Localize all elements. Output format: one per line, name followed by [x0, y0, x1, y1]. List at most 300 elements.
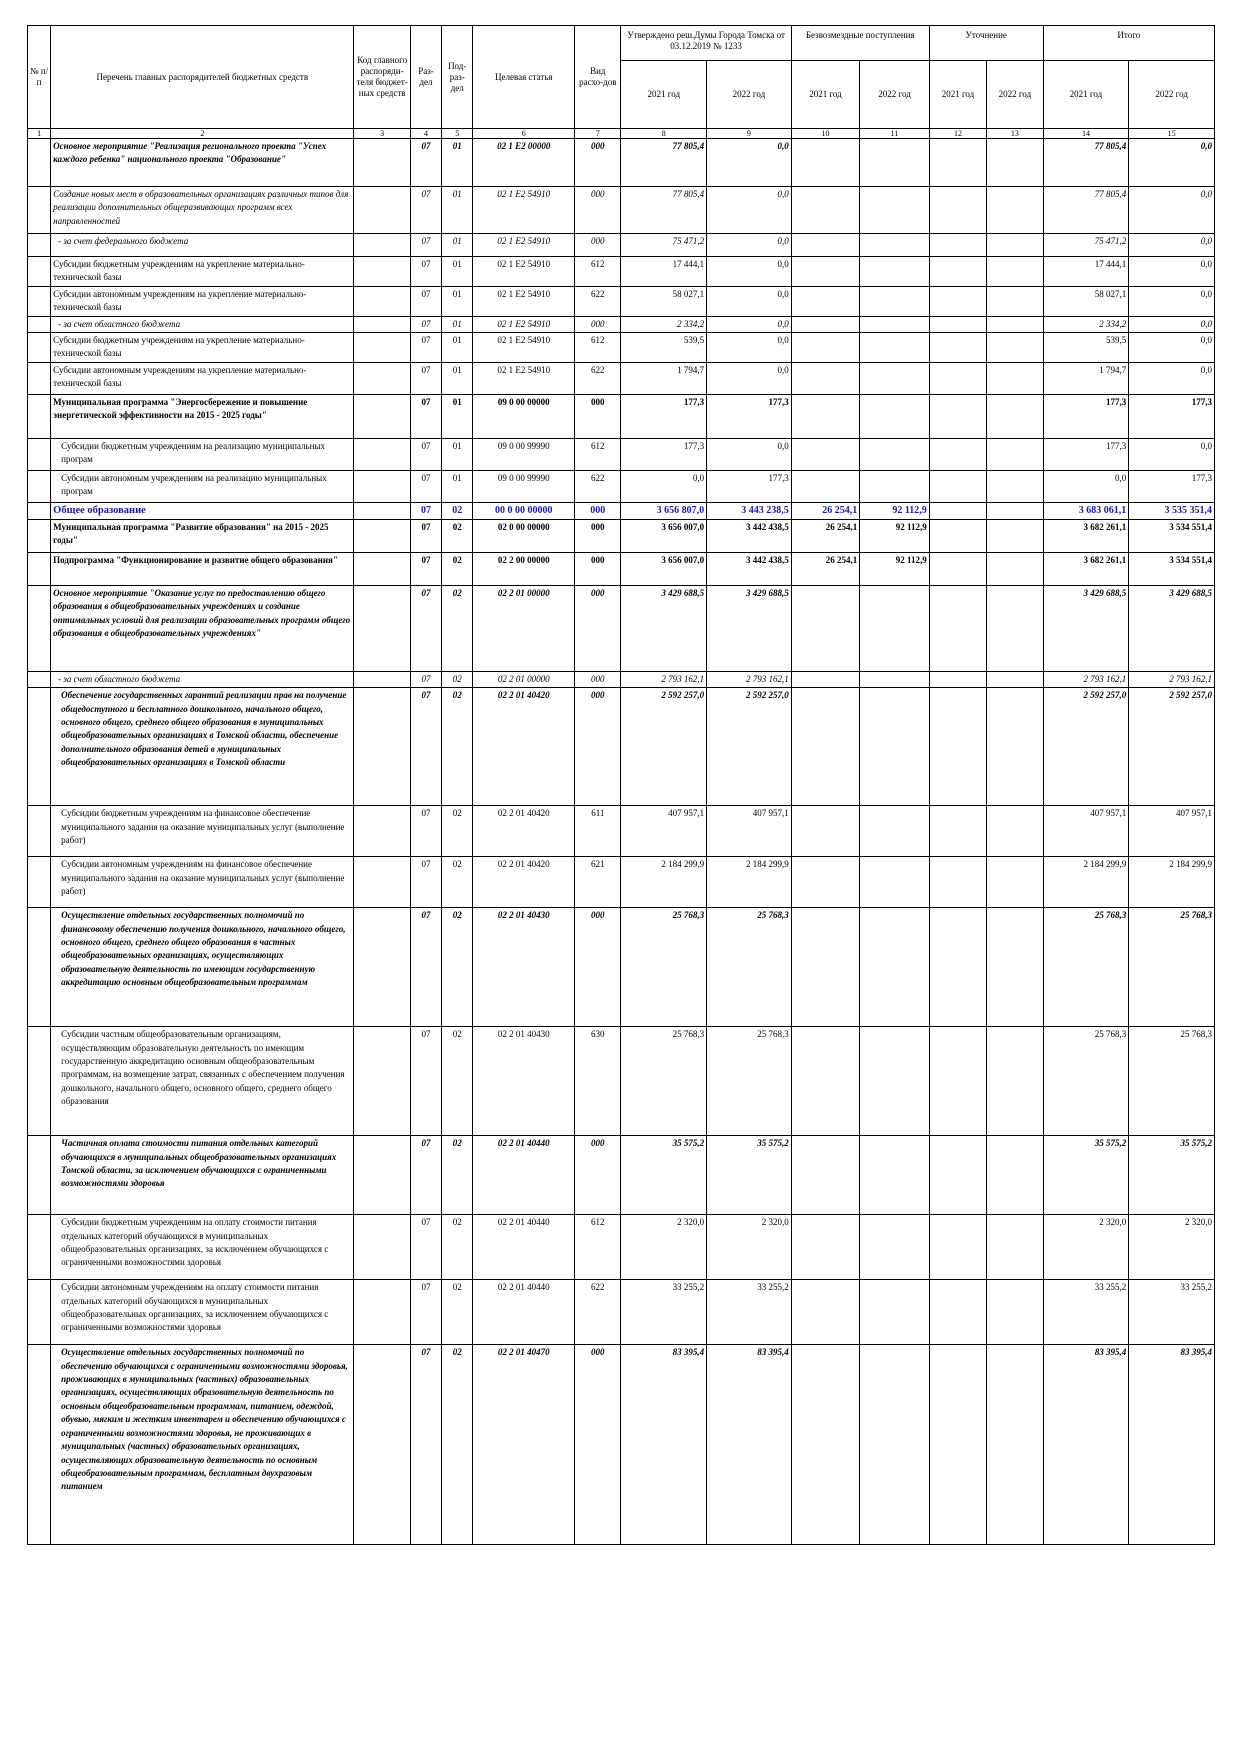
target-cell: 02 1 E2 00000: [473, 139, 575, 187]
gratuitous-2022-cell: [860, 1215, 930, 1280]
total-2022-cell: 25 768,3: [1129, 1027, 1215, 1136]
num-cell: [28, 139, 51, 187]
approved-2021-cell: 407 957,1: [621, 806, 707, 857]
clarification-2021-cell: [929, 552, 986, 585]
table-row: [28, 908, 1215, 1027]
table-row: [28, 1280, 1215, 1345]
name-cell: Субсидии бюджетным учреждениям на реализацию муниципальных програм: [51, 438, 354, 470]
total-2022-cell: 3 534 551,4: [1129, 519, 1215, 552]
table-row: [28, 1345, 1215, 1545]
gratuitous-2021-cell: [791, 139, 860, 187]
gratuitous-2021-cell: [791, 908, 860, 1027]
total-2022-cell: 2 184 299,9: [1129, 857, 1215, 908]
clarification-2022-cell: [987, 1136, 1043, 1215]
table-row: [28, 585, 1215, 671]
clarification-2022-cell: [987, 671, 1043, 687]
num-cell: [28, 502, 51, 519]
name-cell: Осуществление отдельных государственных полномочий по обеспечению обучающихся с ограниченными возможностями здоровья, проживающих в муниципальных (частных) образовательных организациях, осуществляющих образовательную деятельность по основным общеобразовательным программам, питанием, одеждой, обувью, мягким и жестким инвентарем и обеспечению обучающихся с ограниченными возможностями здоровья, не проживающих в муниципальных (частных) образовательных организациях, осуществляющих образовательную деятельность по основным общеобразовательным программам, бесплатным двухразовым питанием: [51, 1345, 354, 1545]
code-cell: [354, 257, 410, 287]
code-cell: [354, 286, 410, 316]
total-2022-cell: 0,0: [1129, 187, 1215, 234]
gratuitous-2021-cell: [791, 585, 860, 671]
clarification-2022-cell: [987, 139, 1043, 187]
subsection-cell: 01: [442, 394, 473, 438]
table-row: [28, 688, 1215, 806]
target-cell: 02 2 01 40470: [473, 1345, 575, 1545]
total-2022-cell: 3 534 551,4: [1129, 552, 1215, 585]
code-cell: [354, 394, 410, 438]
gratuitous-2021-cell: [791, 394, 860, 438]
section-cell: 07: [410, 502, 441, 519]
table-row: [28, 316, 1215, 332]
name-cell: Субсидии автономным учреждениям на укрепление материально-технической базы: [51, 362, 354, 394]
target-cell: 09 0 00 99990: [473, 470, 575, 502]
gratuitous-2022-cell: [860, 187, 930, 234]
total-2022-cell: 0,0: [1129, 139, 1215, 187]
table-row: [28, 519, 1215, 552]
total-2022-cell: 0,0: [1129, 362, 1215, 394]
gratuitous-2021-cell: [791, 234, 860, 257]
gratuitous-2022-cell: [860, 470, 930, 502]
target-cell: 02 2 01 40430: [473, 908, 575, 1027]
code-cell: [354, 671, 410, 687]
gratuitous-2022-cell: [860, 394, 930, 438]
exptype-cell: 000: [575, 187, 621, 234]
table-row: [28, 187, 1215, 234]
num-cell: [28, 671, 51, 687]
total-2022-cell: 35 575,2: [1129, 1136, 1215, 1215]
name-cell: Частичная оплата стоимости питания отдельных категорий обучающихся в муниципальных общеобразовательных организациях Томской области, за исключением обучающихся с ограниченными возможностями здоровья: [51, 1136, 354, 1215]
column-number: 13: [987, 129, 1043, 139]
gratuitous-2022-cell: 92 112,9: [860, 502, 930, 519]
header-clarification: Уточнение: [929, 26, 1043, 61]
gratuitous-2021-cell: 26 254,1: [791, 502, 860, 519]
approved-2022-cell: 0,0: [707, 234, 792, 257]
exptype-cell: 621: [575, 857, 621, 908]
code-cell: [354, 333, 410, 363]
total-2022-cell: 2 320,0: [1129, 1215, 1215, 1280]
clarification-2021-cell: [929, 688, 986, 806]
exptype-cell: 000: [575, 1136, 621, 1215]
target-cell: 02 1 E2 54910: [473, 316, 575, 332]
exptype-cell: 000: [575, 519, 621, 552]
section-cell: 07: [410, 257, 441, 287]
approved-2021-cell: 2 793 162,1: [621, 671, 707, 687]
num-cell: [28, 519, 51, 552]
section-cell: 07: [410, 857, 441, 908]
header-total: Итого: [1043, 26, 1214, 61]
target-cell: 02 2 01 00000: [473, 671, 575, 687]
clarification-2022-cell: [987, 438, 1043, 470]
name-cell: Основное мероприятие "Реализация регионального проекта "Успех каждого ребенка" национального проекта "Образование": [51, 139, 354, 187]
total-2021-cell: 407 957,1: [1043, 806, 1129, 857]
header-year: 2022 год: [707, 61, 792, 129]
total-2021-cell: 33 255,2: [1043, 1280, 1129, 1345]
total-2021-cell: 177,3: [1043, 438, 1129, 470]
gratuitous-2022-cell: [860, 806, 930, 857]
gratuitous-2022-cell: [860, 1136, 930, 1215]
subsection-cell: 01: [442, 316, 473, 332]
name-cell: - за счет федерального бюджета: [51, 234, 354, 257]
total-2021-cell: 2 320,0: [1043, 1215, 1129, 1280]
approved-2022-cell: 0,0: [707, 139, 792, 187]
total-2022-cell: 0,0: [1129, 234, 1215, 257]
total-2021-cell: 3 683 061,1: [1043, 502, 1129, 519]
num-cell: [28, 857, 51, 908]
num-cell: [28, 362, 51, 394]
approved-2021-cell: 77 805,4: [621, 139, 707, 187]
name-cell: Субсидии бюджетным учреждениям на укрепление материально-технической базы: [51, 257, 354, 287]
subsection-cell: 01: [442, 139, 473, 187]
subsection-cell: 02: [442, 806, 473, 857]
name-cell: Субсидии автономным учреждениям на укрепление материально-технической базы: [51, 286, 354, 316]
gratuitous-2022-cell: [860, 908, 930, 1027]
column-number: 3: [354, 129, 410, 139]
subsection-cell: 02: [442, 552, 473, 585]
total-2021-cell: 77 805,4: [1043, 139, 1129, 187]
header-year: 2021 год: [1043, 61, 1129, 129]
num-cell: [28, 1280, 51, 1345]
clarification-2021-cell: [929, 857, 986, 908]
subsection-cell: 01: [442, 362, 473, 394]
section-cell: 07: [410, 908, 441, 1027]
total-2021-cell: 539,5: [1043, 333, 1129, 363]
approved-2021-cell: 83 395,4: [621, 1345, 707, 1545]
approved-2021-cell: 3 656 007,0: [621, 552, 707, 585]
code-cell: [354, 316, 410, 332]
target-cell: 02 2 01 40420: [473, 857, 575, 908]
approved-2021-cell: 58 027,1: [621, 286, 707, 316]
exptype-cell: 622: [575, 470, 621, 502]
column-number: 14: [1043, 129, 1129, 139]
column-number: 12: [929, 129, 986, 139]
gratuitous-2022-cell: [860, 671, 930, 687]
clarification-2021-cell: [929, 139, 986, 187]
subsection-cell: 02: [442, 908, 473, 1027]
gratuitous-2021-cell: [791, 1027, 860, 1136]
name-cell: - за счет областного бюджета: [51, 671, 354, 687]
code-cell: [354, 139, 410, 187]
name-cell: Основное мероприятие "Оказание услуг по предоставлению общего образования в общеобразовательных учреждениях и создание оптимальных условий для реализации образовательных программ общего образования в общеобразовательных учреждениях": [51, 585, 354, 671]
num-cell: [28, 333, 51, 363]
approved-2021-cell: 75 471,2: [621, 234, 707, 257]
total-2021-cell: 35 575,2: [1043, 1136, 1129, 1215]
approved-2022-cell: 33 255,2: [707, 1280, 792, 1345]
subsection-cell: 02: [442, 1136, 473, 1215]
code-cell: [354, 552, 410, 585]
approved-2022-cell: 0,0: [707, 333, 792, 363]
section-cell: 07: [410, 552, 441, 585]
code-cell: [354, 1215, 410, 1280]
clarification-2022-cell: [987, 806, 1043, 857]
section-cell: 07: [410, 1215, 441, 1280]
clarification-2021-cell: [929, 671, 986, 687]
total-2022-cell: 3 429 688,5: [1129, 585, 1215, 671]
subsection-cell: 01: [442, 286, 473, 316]
target-cell: 00 0 00 00000: [473, 502, 575, 519]
target-cell: 02 1 E2 54910: [473, 234, 575, 257]
total-2022-cell: 25 768,3: [1129, 908, 1215, 1027]
section-cell: 07: [410, 286, 441, 316]
clarification-2022-cell: [987, 257, 1043, 287]
total-2021-cell: 0,0: [1043, 470, 1129, 502]
num-cell: [28, 394, 51, 438]
gratuitous-2022-cell: [860, 857, 930, 908]
subsection-cell: 02: [442, 1280, 473, 1345]
table-row: [28, 139, 1215, 187]
gratuitous-2022-cell: [860, 1345, 930, 1545]
exptype-cell: 000: [575, 394, 621, 438]
column-number: 6: [473, 129, 575, 139]
approved-2022-cell: 0,0: [707, 362, 792, 394]
gratuitous-2022-cell: [860, 257, 930, 287]
header-year: 2021 год: [621, 61, 707, 129]
exptype-cell: 000: [575, 552, 621, 585]
column-number: 9: [707, 129, 792, 139]
header-subsection: Под-раз-дел: [442, 26, 473, 129]
approved-2022-cell: 25 768,3: [707, 1027, 792, 1136]
clarification-2021-cell: [929, 316, 986, 332]
section-cell: 07: [410, 333, 441, 363]
subsection-cell: 01: [442, 438, 473, 470]
column-number: 2: [51, 129, 354, 139]
approved-2022-cell: 2 320,0: [707, 1215, 792, 1280]
target-cell: 02 1 E2 54910: [473, 187, 575, 234]
gratuitous-2022-cell: 92 112,9: [860, 519, 930, 552]
total-2021-cell: 83 395,4: [1043, 1345, 1129, 1545]
name-cell: Субсидии бюджетным учреждениям на оплату стоимости питания отдельных категорий обучающихся в муниципальных общеобразовательных организациях, за исключением обучающихся с ограниченными возможностями здоровья: [51, 1215, 354, 1280]
clarification-2022-cell: [987, 1280, 1043, 1345]
clarification-2021-cell: [929, 257, 986, 287]
total-2022-cell: 2 793 162,1: [1129, 671, 1215, 687]
exptype-cell: 000: [575, 234, 621, 257]
name-cell: Субсидии автономным учреждениям на реализацию муниципальных програм: [51, 470, 354, 502]
clarification-2022-cell: [987, 187, 1043, 234]
exptype-cell: 000: [575, 585, 621, 671]
section-cell: 07: [410, 470, 441, 502]
code-cell: [354, 502, 410, 519]
total-2021-cell: 58 027,1: [1043, 286, 1129, 316]
exptype-cell: 000: [575, 688, 621, 806]
code-cell: [354, 908, 410, 1027]
code-cell: [354, 234, 410, 257]
gratuitous-2022-cell: [860, 316, 930, 332]
name-cell: Субсидии автономным учреждениям на финансовое обеспечение муниципального задания на оказание муниципальных услуг (выполнение работ): [51, 857, 354, 908]
clarification-2021-cell: [929, 1027, 986, 1136]
header-exptype: Вид расхо-дов: [575, 26, 621, 129]
column-number: 7: [575, 129, 621, 139]
section-cell: 07: [410, 519, 441, 552]
header-year: 2022 год: [860, 61, 930, 129]
approved-2022-cell: 2 793 162,1: [707, 671, 792, 687]
clarification-2022-cell: [987, 1027, 1043, 1136]
num-cell: [28, 187, 51, 234]
clarification-2021-cell: [929, 1280, 986, 1345]
subsection-cell: 02: [442, 688, 473, 806]
exptype-cell: 000: [575, 502, 621, 519]
section-cell: 07: [410, 688, 441, 806]
gratuitous-2021-cell: [791, 1136, 860, 1215]
column-number: 5: [442, 129, 473, 139]
code-cell: [354, 1345, 410, 1545]
name-cell: Обеспечение государственных гарантий реализации прав на получение общедоступного и бесплатного дошкольного, начального общего, основного общего, среднего общего образования в муниципальных общеобразовательных организациях в Томской области, обеспечение дополнительного образования детей в муниципальных общеобразовательных организациях в Томской области: [51, 688, 354, 806]
section-cell: 07: [410, 1136, 441, 1215]
total-2022-cell: 3 535 351,4: [1129, 502, 1215, 519]
gratuitous-2021-cell: [791, 806, 860, 857]
gratuitous-2021-cell: [791, 286, 860, 316]
total-2022-cell: 0,0: [1129, 438, 1215, 470]
table-row: [28, 394, 1215, 438]
table-row: [28, 333, 1215, 363]
subsection-cell: 02: [442, 1345, 473, 1545]
code-cell: [354, 362, 410, 394]
table-row: [28, 857, 1215, 908]
approved-2022-cell: 0,0: [707, 286, 792, 316]
approved-2021-cell: 77 805,4: [621, 187, 707, 234]
clarification-2022-cell: [987, 688, 1043, 806]
exptype-cell: 000: [575, 908, 621, 1027]
approved-2022-cell: 177,3: [707, 394, 792, 438]
approved-2022-cell: 83 395,4: [707, 1345, 792, 1545]
table-row: [28, 362, 1215, 394]
target-cell: 02 2 01 40440: [473, 1215, 575, 1280]
num-cell: [28, 1136, 51, 1215]
exptype-cell: 000: [575, 671, 621, 687]
column-number: 15: [1129, 129, 1215, 139]
table-row: [28, 1027, 1215, 1136]
column-number: 10: [791, 129, 860, 139]
table-row: [28, 234, 1215, 257]
subsection-cell: 01: [442, 234, 473, 257]
total-2021-cell: 77 805,4: [1043, 187, 1129, 234]
total-2021-cell: 177,3: [1043, 394, 1129, 438]
name-cell: Общее образование: [51, 502, 354, 519]
gratuitous-2021-cell: [791, 1215, 860, 1280]
num-cell: [28, 688, 51, 806]
total-2022-cell: 0,0: [1129, 286, 1215, 316]
target-cell: 02 2 01 40440: [473, 1136, 575, 1215]
clarification-2022-cell: [987, 857, 1043, 908]
approved-2021-cell: 177,3: [621, 394, 707, 438]
section-cell: 07: [410, 671, 441, 687]
gratuitous-2022-cell: [860, 362, 930, 394]
subsection-cell: 02: [442, 857, 473, 908]
code-cell: [354, 1136, 410, 1215]
name-cell: Муниципальная программа "Энергосбережение и повышение энергетической эффективности на 2015 - 2025 годы": [51, 394, 354, 438]
table-row: [28, 552, 1215, 585]
exptype-cell: 622: [575, 1280, 621, 1345]
total-2021-cell: 17 444,1: [1043, 257, 1129, 287]
subsection-cell: 01: [442, 187, 473, 234]
section-cell: 07: [410, 394, 441, 438]
clarification-2022-cell: [987, 585, 1043, 671]
total-2021-cell: 3 682 261,1: [1043, 552, 1129, 585]
gratuitous-2021-cell: [791, 187, 860, 234]
code-cell: [354, 688, 410, 806]
header-section: Раз-дел: [410, 26, 441, 129]
exptype-cell: 612: [575, 438, 621, 470]
clarification-2022-cell: [987, 286, 1043, 316]
clarification-2022-cell: [987, 502, 1043, 519]
clarification-2021-cell: [929, 438, 986, 470]
total-2022-cell: 0,0: [1129, 257, 1215, 287]
approved-2021-cell: 33 255,2: [621, 1280, 707, 1345]
section-cell: 07: [410, 234, 441, 257]
gratuitous-2021-cell: [791, 857, 860, 908]
approved-2022-cell: 3 443 238,5: [707, 502, 792, 519]
header-num: № п/п: [28, 26, 51, 129]
clarification-2022-cell: [987, 1345, 1043, 1545]
clarification-2021-cell: [929, 394, 986, 438]
column-number: 1: [28, 129, 51, 139]
section-cell: 07: [410, 139, 441, 187]
table-row: [28, 671, 1215, 687]
total-2022-cell: 83 395,4: [1129, 1345, 1215, 1545]
gratuitous-2021-cell: [791, 257, 860, 287]
gratuitous-2021-cell: 26 254,1: [791, 552, 860, 585]
gratuitous-2022-cell: [860, 688, 930, 806]
approved-2022-cell: 0,0: [707, 438, 792, 470]
code-cell: [354, 806, 410, 857]
target-cell: 09 0 00 00000: [473, 394, 575, 438]
header-year: 2022 год: [987, 61, 1043, 129]
subsection-cell: 02: [442, 671, 473, 687]
clarification-2022-cell: [987, 908, 1043, 1027]
exptype-cell: 000: [575, 316, 621, 332]
exptype-cell: 611: [575, 806, 621, 857]
total-2021-cell: 3 429 688,5: [1043, 585, 1129, 671]
table-row: [28, 438, 1215, 470]
target-cell: 02 2 00 00000: [473, 552, 575, 585]
clarification-2021-cell: [929, 502, 986, 519]
target-cell: 02 1 E2 54910: [473, 333, 575, 363]
approved-2021-cell: 539,5: [621, 333, 707, 363]
section-cell: 07: [410, 438, 441, 470]
total-2021-cell: 2 592 257,0: [1043, 688, 1129, 806]
approved-2021-cell: 1 794,7: [621, 362, 707, 394]
approved-2021-cell: 3 656 007,0: [621, 519, 707, 552]
total-2021-cell: 25 768,3: [1043, 908, 1129, 1027]
subsection-cell: 02: [442, 1027, 473, 1136]
total-2022-cell: 177,3: [1129, 394, 1215, 438]
clarification-2021-cell: [929, 519, 986, 552]
subsection-cell: 02: [442, 1215, 473, 1280]
code-cell: [354, 585, 410, 671]
approved-2022-cell: 3 442 438,5: [707, 519, 792, 552]
approved-2022-cell: 0,0: [707, 316, 792, 332]
approved-2022-cell: 35 575,2: [707, 1136, 792, 1215]
header-name: Перечень главных распорядителей бюджетных средств: [51, 26, 354, 129]
approved-2021-cell: 2 334,2: [621, 316, 707, 332]
code-cell: [354, 187, 410, 234]
code-cell: [354, 1027, 410, 1136]
header-target: Целевая статья: [473, 26, 575, 129]
clarification-2021-cell: [929, 234, 986, 257]
total-2021-cell: 2 793 162,1: [1043, 671, 1129, 687]
clarification-2022-cell: [987, 234, 1043, 257]
subsection-cell: 01: [442, 333, 473, 363]
column-number: 4: [410, 129, 441, 139]
clarification-2021-cell: [929, 470, 986, 502]
name-cell: - за счет областного бюджета: [51, 316, 354, 332]
gratuitous-2021-cell: [791, 1280, 860, 1345]
exptype-cell: 612: [575, 257, 621, 287]
clarification-2021-cell: [929, 333, 986, 363]
name-cell: Субсидии частным общеобразовательным организациям, осуществляющим образовательную деятельность по имеющим государственную аккредитацию основным общеобразовательным программам, на возмещение затрат, связанных с обеспечением получения дошкольного, начального общего, основного общего, среднего общего образования: [51, 1027, 354, 1136]
gratuitous-2021-cell: 26 254,1: [791, 519, 860, 552]
column-number: 11: [860, 129, 930, 139]
target-cell: 02 1 E2 54910: [473, 257, 575, 287]
